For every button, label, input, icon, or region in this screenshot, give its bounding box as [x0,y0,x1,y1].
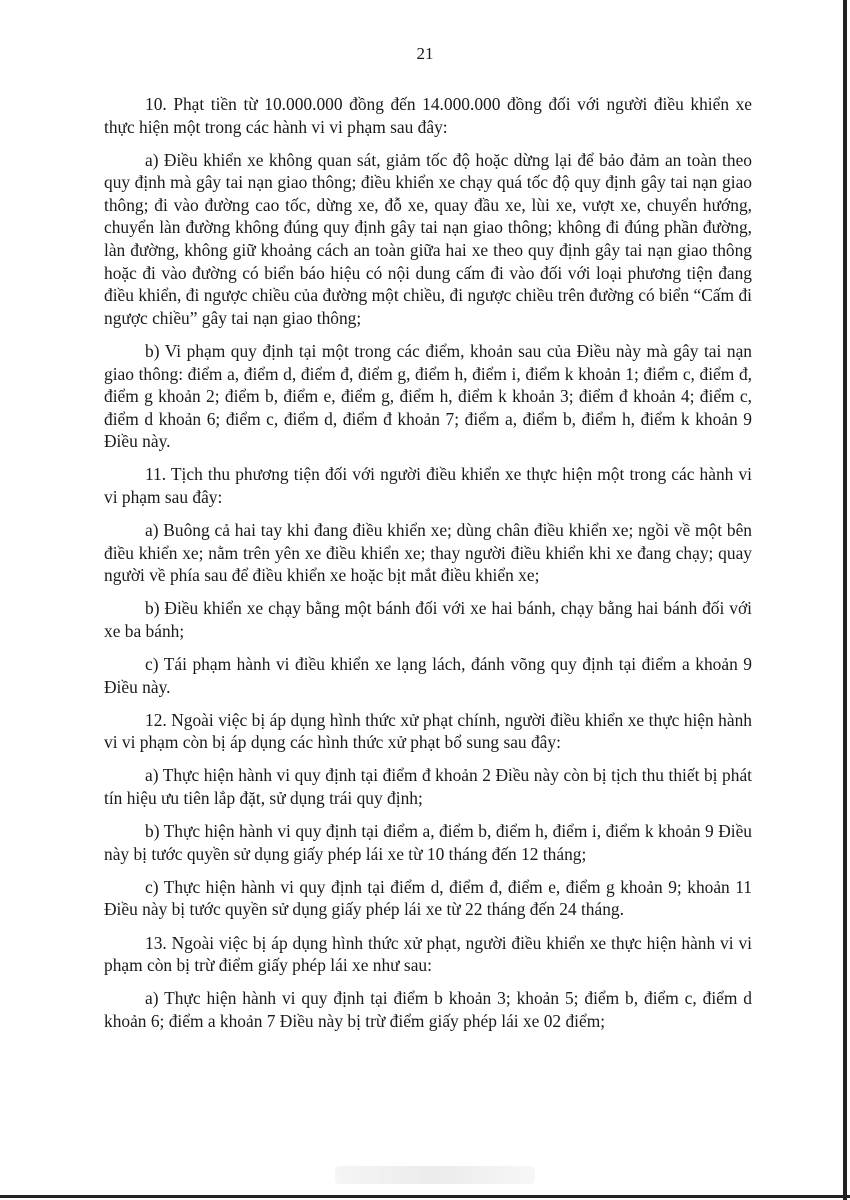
scan-edge-bottom [0,1195,850,1198]
scan-edge-right [843,0,847,1200]
paragraph-clause-12: 12. Ngoài việc bị áp dụng hình thức xử phạt chính, người điều khiển xe thực hiện hành vi vi phạm còn bị áp dụng các hình thức xử phạt bổ sung sau đây: [104,709,752,753]
scan-smudge [335,1166,535,1184]
document-body [104,93,752,1043]
paragraph-clause-12-a: a) Thực hiện hành vi quy định tại điểm đ khoản 2 Điều này còn bị tịch thu thiết bị phát tín hiệu ưu tiên lắp đặt, sử dụng trái quy định; [104,765,752,809]
page-number: 21 [416,44,434,63]
paragraph-clause-11-c: c) Tái phạm hành vi điều khiển xe lạng lách, đánh võng quy định tại điểm a khoản 9 Điều này. [104,654,752,697]
paragraph-clause-13-a: a) Thực hiện hành vi quy định tại điểm b khoản 3; khoản 5; điểm b, điểm c, điểm d khoản 6; điểm a khoản 7 Điều này bị trừ điểm giấy phép lái xe 02 điểm; [104,988,752,1031]
paragraph-clause-10: 10. Phạt tiền từ 10.000.000 đồng đến 14.000.000 đồng đối với người điều khiển xe thực hiện một trong các hành vi vi phạm sau đây: [104,94,752,137]
paragraph-clause-11-b: b) Điều khiển xe chạy bằng một bánh đối với xe hai bánh, chạy bằng hai bánh đối với xe ba bánh; [104,598,752,641]
paragraph-clause-10-a: a) Điều khiển xe không quan sát, giảm tốc độ hoặc dừng lại để bảo đảm an toàn theo quy định mà gây tai nạn giao thông; điều khiển xe chạy quá tốc độ quy định gây tai nạn giao thông; đi vào đường cao tốc, dừng xe, đỗ xe, quay đầu xe, lùi xe, vượt xe, chuyển hướng, chuyển làn đường không đúng quy định gây tai nạn giao thông; không đi đúng phần đường, làn đường, không giữ khoảng cách an toàn giữa hai xe theo quy định gây tai nạn giao thông hoặc đi vào đường có biển báo hiệu có nội dung cấm đi vào đối với loại phương tiện đang điều khiển, đi ngược chiều của đường một chiều, đi ngược chiều trên đường có biển “Cấm đi ngược chiều” gây tai nạn giao thông; [104,149,752,328]
paragraph-clause-11: 11. Tịch thu phương tiện đối với người điều khiển xe thực hiện một trong các hành vi vi phạm sau đây: [104,464,752,507]
paragraph-clause-10-b: b) Vi phạm quy định tại một trong các điểm, khoản sau của Điều này mà gây tai nạn giao thông: điểm a, điểm d, điểm đ, điểm g, điểm h, điểm i, điểm k khoản 1; điểm c, điểm đ, điểm g khoản 2; điểm b, điểm e, điểm g, điểm h, điểm k khoản 3; điểm đ khoản 4; điểm c, điểm d khoản 6; điểm c, điểm d, điểm đ khoản 7; điểm a, điểm b, điểm h, điểm k khoản 9 Điều này. [104,340,752,452]
paragraph-clause-13: 13. Ngoài việc bị áp dụng hình thức xử phạt, người điều khiển xe thực hiện hành vi vi phạm còn bị trừ điểm giấy phép lái xe như sau: [104,932,752,976]
paragraph-clause-12-b: b) Thực hiện hành vi quy định tại điểm a, điểm b, điểm h, điểm i, điểm k khoản 9 Điều này bị tước quyền sử dụng giấy phép lái xe từ 10 tháng đến 12 tháng; [104,821,752,864]
paragraph-clause-11-a: a) Buông cả hai tay khi đang điều khiển xe; dùng chân điều khiển xe; ngồi về một bên điều khiển xe; nằm trên yên xe điều khiển xe; thay người điều khiển khi xe đang chạy; quay người về phía sau để điều khiển xe hoặc bịt mắt điều khiển xe; [104,520,752,586]
paragraph-clause-12-c: c) Thực hiện hành vi quy định tại điểm d, điểm đ, điểm e, điểm g khoản 9; khoản 11 Điều này bị tước quyền sử dụng giấy phép lái xe từ 22 tháng đến 24 tháng. [104,876,752,920]
